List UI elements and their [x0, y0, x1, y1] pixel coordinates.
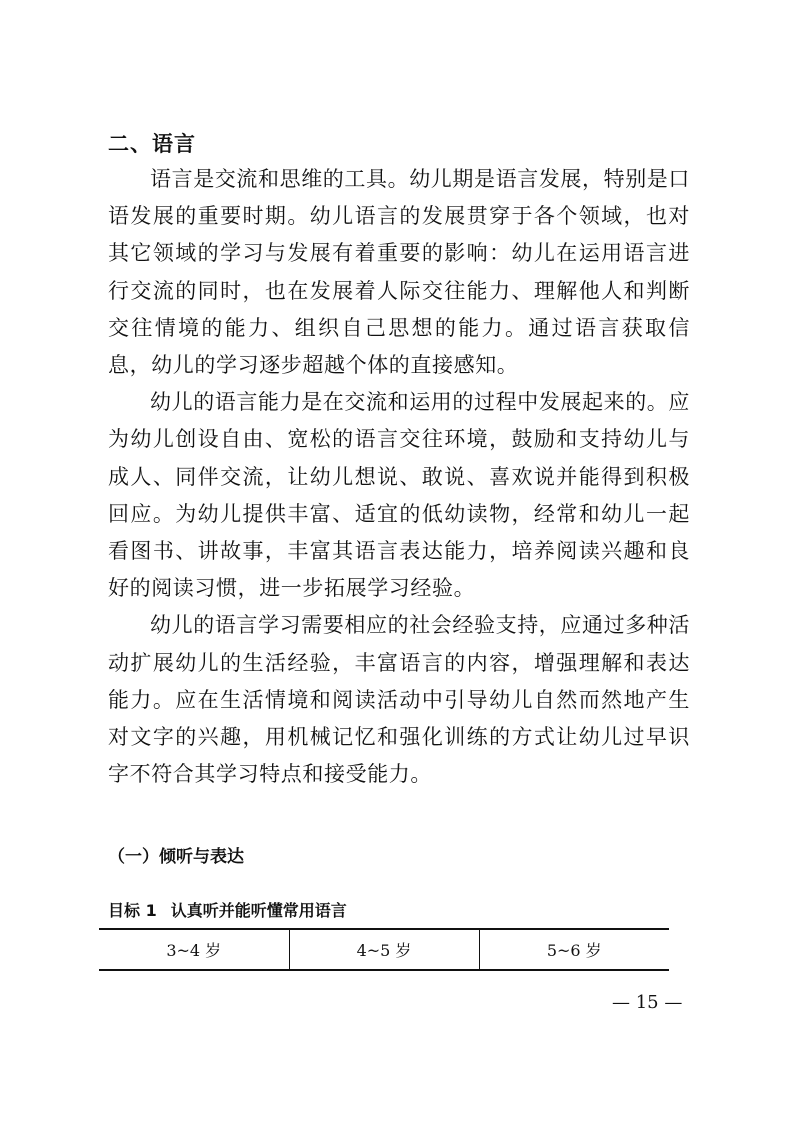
age-column-header: 3~4 岁	[99, 929, 289, 970]
paragraph-1: 语言是交流和思维的工具。幼儿期是语言发展，特别是口语发展的重要时期。幼儿语言的发展贯穿于各个领域，也对其它领域的学习与发展有着重要的影响：幼儿在运用语言进行交流的同时，也在发展着人际交往能力、理解他人和判断交往情境的能力、组织自己思想的能力。通过语言获取信息，幼儿的学习逐步超越个体的直接感知。	[108, 167, 690, 378]
subsection-heading: （一）倾听与表达	[108, 847, 244, 867]
table-header-row	[99, 929, 669, 970]
age-group-table	[99, 928, 669, 971]
goal-title	[108, 899, 347, 923]
goal-label: 目标 1	[108, 901, 157, 920]
goal-text: 认真听并能听懂常用语言	[170, 901, 347, 920]
section-body	[108, 161, 690, 793]
paragraph-3: 幼儿的语言学习需要相应的社会经验支持，应通过多种活动扩展幼儿的生活经验，丰富语言的内容，增强理解和表达能力。应在生活情境和阅读活动中引导幼儿自然而然地产生对文字的兴趣，用机械记忆和强化训练的方式让幼儿过早识字不符合其学习特点和接受能力。	[108, 613, 690, 787]
age-column-header: 5~6 岁	[479, 929, 669, 970]
section-heading: 二、语言	[108, 132, 196, 156]
page-number: — 15 —	[612, 992, 683, 1013]
paragraph-2: 幼儿的语言能力是在交流和运用的过程中发展起来的。应为幼儿创设自由、宽松的语言交往环境，鼓励和支持幼儿与成人、同伴交流，让幼儿想说、敢说、喜欢说并能得到积极回应。为幼儿提供丰富、适宜的低幼读物，经常和幼儿一起看图书、讲故事，丰富其语言表达能力，培养阅读兴趣和良好的阅读习惯，进一步拓展学习经验。	[108, 390, 690, 601]
age-column-header: 4~5 岁	[289, 929, 479, 970]
